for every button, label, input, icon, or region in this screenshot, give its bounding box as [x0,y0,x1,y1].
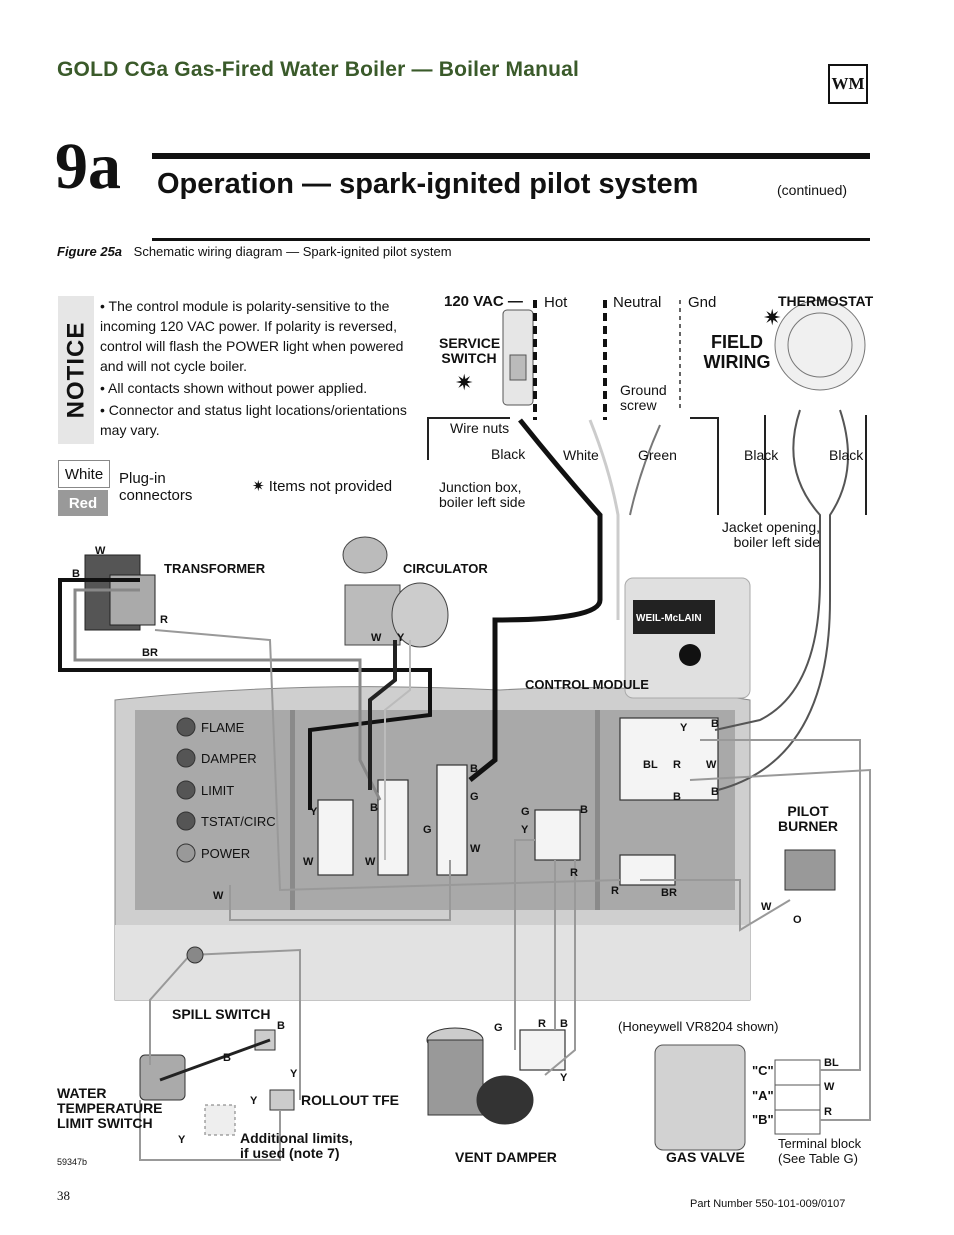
thermostat-shape [775,300,865,390]
wire-code: G [423,824,432,836]
notice-bullet-2: • All contacts shown without power applied. [100,380,368,396]
label-junction-box: Junction box, boiler left side [439,479,526,510]
wire-code: G [470,791,479,803]
wire-code: W [470,843,481,855]
label-gnd: Gnd [688,294,717,311]
label-white-neutral: White [563,447,599,463]
spill-switch-shape [255,1030,275,1050]
wire-code: R [538,1018,546,1030]
wire-code: Y [521,824,529,836]
wire-code: B [560,1018,568,1030]
label-jacket-opening: Jacket opening, boiler left side [721,519,820,550]
vent-damper-shape [427,1028,533,1124]
wire-code: R [611,885,619,897]
wire-code: W [213,890,224,902]
transformer-shape [85,555,155,630]
control-module-brand: WEIL-McLAIN [636,613,702,624]
wire-code: G [494,1022,503,1034]
wire-code: O [793,914,802,926]
figure-label: Figure 25a [57,244,123,259]
terminal-b: "B" [752,1112,774,1127]
key-not-provided-text: Items not provided [268,478,393,495]
label-water-temp-switch: WATER TEMPERATURE LIMIT SWITCH [57,1085,163,1131]
status-light-power: POWER [201,846,251,861]
wire-code: B [711,786,719,798]
wire-code: R [824,1106,832,1118]
wire-code: B [711,718,719,730]
wire-code: Y [560,1072,568,1084]
label-field-wiring: FIELD WIRING [703,332,771,372]
wire-code: Y [397,632,405,644]
label-vent-damper: VENT DAMPER [455,1149,557,1165]
wire-code: W [303,856,314,868]
status-light-limit: LIMIT [201,783,235,798]
wire-code: B [72,568,80,580]
label-additional-limits: Additional limits, if used (note 7) [240,1130,353,1161]
wire-code: R [160,614,168,626]
wire-code: W [95,545,106,557]
wire-code: BR [142,647,158,659]
additional-limits-shape [205,1105,235,1135]
label-gas-valve: GAS VALVE [666,1149,745,1165]
key-plugin-label: Plug-in connectors [119,470,193,504]
label-honeywell: (Honeywell VR8204 shown) [618,1019,779,1034]
section-title: Operation — spark-ignited pilot system [157,168,699,200]
label-thermostat: THERMOSTAT [778,293,874,309]
notice-heading: NOTICE [62,321,90,419]
section-rule-bottom [152,238,870,241]
label-black-tstat-right: Black [829,447,864,463]
wire-code: B [370,802,378,814]
wire-code: BL [824,1057,839,1069]
wire-code: Y [178,1134,186,1146]
section-rule-top [152,153,870,159]
label-green-ground: Green [638,447,677,463]
svg-text:✷: ✷ [763,305,782,330]
wire-code: Y [680,722,688,734]
wire-code: W [824,1081,835,1093]
label-black-tstat-left: Black [744,447,779,463]
wire-code: Y [310,806,318,818]
section-continued: (continued) [777,182,848,198]
label-ground-screw: Ground screw [620,382,667,413]
wire-code: BL [643,759,658,771]
key-white-swatch: White [58,460,110,488]
label-neutral: Neutral [613,294,662,311]
service-switch-shape [503,310,533,405]
key-red-swatch: Red [58,490,108,516]
wire-code: R [570,867,578,879]
figure-caption-text: Schematic wiring diagram — Spark-ignited pilot system [133,244,452,259]
notice-bullet-1: • The control module is polarity-sensitive to the incoming 120 VAC power. If polarity is reversed, control will flash the POWER light when powered and will not cycle boiler. [100,298,404,374]
wire-code: B [580,804,588,816]
weil-mclain-logo: WM [828,64,868,104]
wire-code: W [706,759,717,771]
section-number: 9a [55,130,121,203]
label-spill-switch: SPILL SWITCH [172,1006,271,1022]
label-pilot-burner: PILOT BURNER [778,803,838,834]
wire-code: Y [250,1095,258,1107]
circulator-shape [343,537,448,647]
manual-header-title: GOLD CGa Gas-Fired Water Boiler — Boiler Manual [57,58,580,81]
label-terminal-block: Terminal block (See Table G) [778,1136,862,1166]
wire-code: BR [661,887,677,899]
label-wire-nuts: Wire nuts [450,420,510,436]
wire-code: G [521,806,530,818]
part-number-label: Part Number [690,1198,753,1210]
label-drawing-number: 59347b [57,1157,88,1167]
wire-code: B [277,1020,285,1032]
page-number: 38 [57,1188,70,1203]
pilot-burner-shape [785,850,835,890]
terminal-a: "A" [752,1088,774,1103]
part-number-value: 550-101-009/0107 [755,1198,846,1210]
notice-notes [100,296,420,442]
wire-code: B [673,791,681,803]
svg-text:✷: ✷ [455,370,474,395]
wire-code: B [223,1052,231,1064]
status-light-damper: DAMPER [201,751,257,766]
ground-screw-shape [187,947,203,963]
wire-code: W [365,856,376,868]
label-control-module: CONTROL MODULE [525,677,649,692]
label-circulator: CIRCULATOR [403,561,488,576]
gas-valve-shape [655,1045,745,1150]
wire-code: B [470,763,478,775]
key-not-provided: ✷ Items not provided [252,478,393,495]
terminal-block-shape [775,1060,820,1134]
status-light-tstat-circ: TSTAT/CIRC [201,814,276,829]
wire-code: W [761,901,772,913]
figure-caption [57,244,452,259]
terminal-c: "C" [752,1063,774,1078]
label-rollout-tfe: ROLLOUT TFE [301,1092,399,1108]
notice-bullet-3: • Connector and status light locations/orientations may vary. [100,402,407,438]
wire-code: Y [290,1068,298,1080]
part-number-line [690,1198,845,1210]
label-black-hot: Black [491,446,526,462]
wire-code: W [371,632,382,644]
status-light-flame: FLAME [201,720,245,735]
label-transformer: TRANSFORMER [164,561,266,576]
label-hot: Hot [544,294,568,311]
label-120vac: 120 VAC — [444,293,523,310]
label-service-switch: SERVICE SWITCH [439,335,501,366]
wire-code: R [673,759,681,771]
rollout-tfe-shape [270,1090,294,1110]
